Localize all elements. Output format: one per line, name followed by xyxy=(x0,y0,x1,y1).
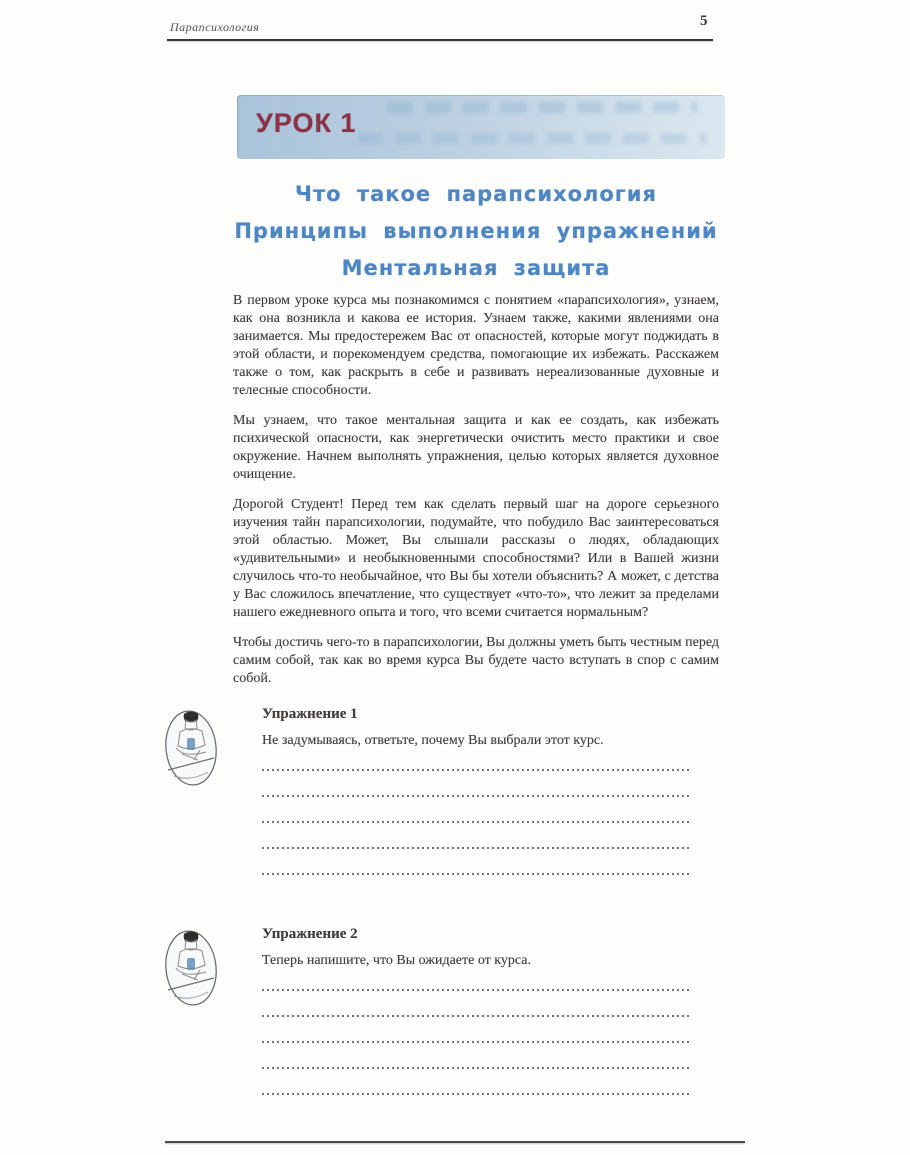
bleed-through-ghost xyxy=(387,102,697,113)
header-rule xyxy=(167,39,713,41)
exercise-text xyxy=(262,926,692,969)
paragraph: Чтобы достичь чего-то в парапсихологии, Вы должны уметь быть честным перед самим собой, так как во время курса Вы будете часто вступать в спор с самим собой. xyxy=(233,635,719,686)
page-bottom-edge xyxy=(165,1141,745,1143)
exercise-block xyxy=(162,926,722,1126)
exercise-prompt: Теперь напишите, что Вы ожидаете от курса. xyxy=(262,953,531,968)
paragraph: Мы узнаем, что такое ментальная защита и как ее создать, как избежать психической опасности, как энергетически очистить место практики и свое окружение. Начнем выполнять упражнения, целью которых является духовное очищение. xyxy=(233,413,719,482)
answer-dotted-line xyxy=(262,1093,690,1095)
exercise-text xyxy=(262,706,692,749)
lesson-badge xyxy=(237,95,725,159)
title-line: Что такое парапсихология xyxy=(295,182,657,206)
title-line: Ментальная защита xyxy=(341,256,611,280)
person-writing-icon xyxy=(162,706,220,790)
paragraph: Дорогой Студент! Перед тем как сделать первый шаг на дороге серьезного изучения тайн парапсихологии, подумайте, что побудило Вас заинтересоваться этой областью. Может, Вы слышали рассказы о людях, обладающих «удивительными» и необыкновенными способностями? Или в Вашей жизни случилось что-то необычайное, что Вы бы хотели объяснить? А может, с детства у Вас сложилось впечатление, что существует «что-то», что лежит за пределами нашего ежедневного опыта и того, что всеми считается нормальным? xyxy=(233,497,719,620)
answer-dotted-line xyxy=(262,847,690,849)
exercise-prompt: Не задумываясь, ответьте, почему Вы выбрали этот курс. xyxy=(262,733,604,748)
answer-dotted-line xyxy=(262,1067,690,1069)
exercise-block xyxy=(162,706,722,906)
answer-dotted-line xyxy=(262,769,690,771)
page-number: 5 xyxy=(700,13,708,29)
body-paragraphs xyxy=(233,292,719,700)
title-line: Принципы выполнения упражнений xyxy=(234,219,718,243)
running-title: Парапсихология xyxy=(170,20,260,34)
answer-dotted-line xyxy=(262,1015,690,1017)
exercise-heading: Упражнение 1 xyxy=(262,706,358,722)
answer-dotted-line xyxy=(262,873,690,875)
paragraph: В первом уроке курса мы познакомимся с понятием «парапсихология», узнаем, как она возникла и какова ее история. Узнаем также, какими явлениями она занимается. Мы предостережем Вас от опасностей, которые могут поджидать в этой области, и порекомендуем средства, помогающие их избежать. Расскажем также о том, как раскрыть в себе и развивать нереализованные духовные и телесные способности. xyxy=(233,293,719,398)
answer-lines xyxy=(262,769,690,899)
lesson-title xyxy=(233,176,719,287)
person-writing-icon xyxy=(162,926,220,1010)
bleed-through-ghost xyxy=(357,133,707,144)
exercise-heading: Упражнение 2 xyxy=(262,926,358,942)
answer-dotted-line xyxy=(262,989,690,991)
answer-dotted-line xyxy=(262,795,690,797)
lesson-badge-label: УРОК 1 xyxy=(256,108,357,138)
answer-dotted-line xyxy=(262,1041,690,1043)
answer-dotted-line xyxy=(262,821,690,823)
answer-lines xyxy=(262,989,690,1119)
